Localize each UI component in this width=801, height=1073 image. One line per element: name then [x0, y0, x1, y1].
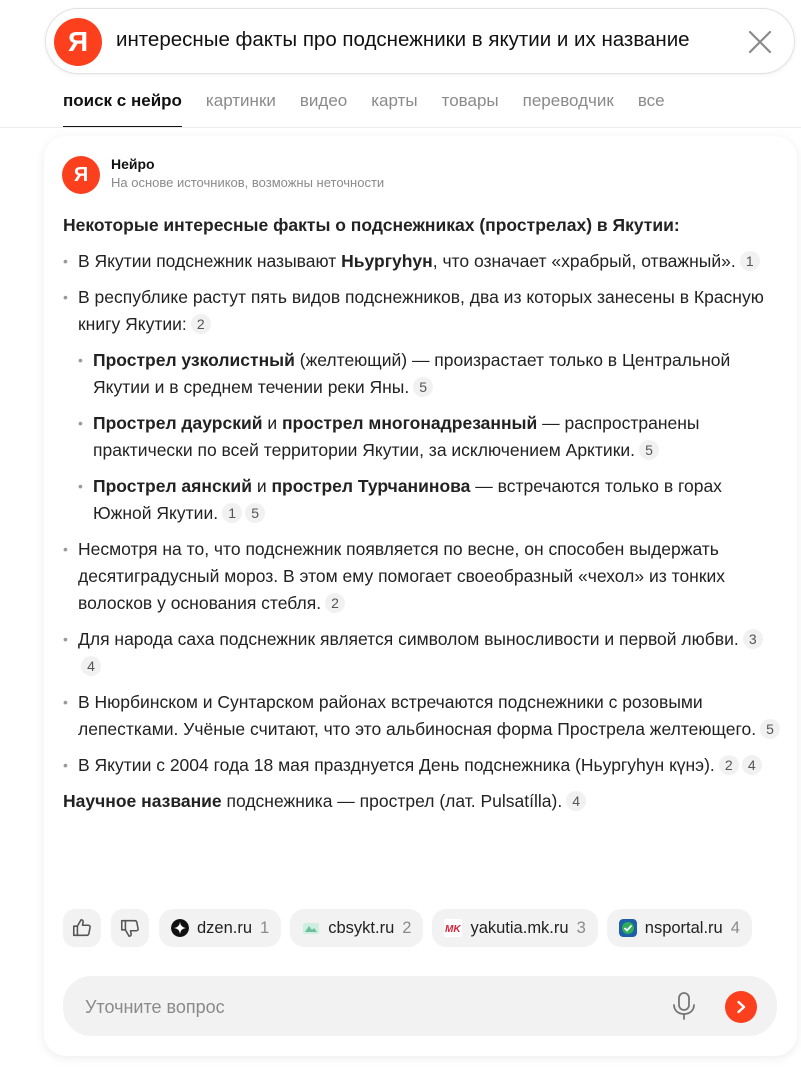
- tab-maps[interactable]: карты: [371, 91, 418, 110]
- yandex-logo[interactable]: Я: [54, 18, 102, 66]
- neuro-answer-card: [44, 136, 797, 1056]
- mk-icon: [444, 919, 462, 937]
- scientific-name: Научное название подснежника — прострел (лат. Pulsatílla). 4: [63, 788, 785, 815]
- neuro-disclaimer: На основе источников, возможны неточности: [111, 175, 385, 190]
- tab-all[interactable]: все: [637, 91, 665, 110]
- tab-video[interactable]: видео: [299, 91, 348, 110]
- answer-heading: Некоторые интересные факты о подснежниках (прострелах) в Якутии:: [63, 215, 680, 235]
- followup-box: [63, 976, 777, 1036]
- search-query[interactable]: интересные факты про подснежники в якутии и их название: [116, 28, 690, 51]
- tab-images[interactable]: картинки: [205, 91, 276, 110]
- neuro-title: Нейро: [111, 156, 155, 172]
- source-chip-cbsykt[interactable]: cbsykt.ru 2: [290, 909, 423, 947]
- citation-ref[interactable]: 5: [639, 440, 659, 460]
- like-button[interactable]: [63, 909, 101, 947]
- followup-input[interactable]: [83, 976, 647, 1038]
- source-chip-mk[interactable]: MK yakutia.mk.ru 3: [432, 909, 597, 947]
- citation-ref[interactable]: 1: [222, 503, 242, 523]
- citation-ref[interactable]: 4: [566, 791, 586, 811]
- list-item: • Для народа саха подснежник является символом выносливости и первой любви. 34: [63, 626, 785, 680]
- dislike-button[interactable]: [111, 909, 149, 947]
- citation-ref[interactable]: 2: [191, 314, 211, 334]
- tab-neuro[interactable]: поиск с нейро: [63, 90, 182, 128]
- source-chip-dzen[interactable]: dzen.ru 1: [159, 909, 281, 947]
- thumbs-down-icon: [119, 917, 141, 939]
- list-item: • Прострел узколистный (желтеющий) — произрастает только в Центральной Якутии и в среднем течении реки Яны. 5: [78, 347, 785, 401]
- search-tabs: [63, 90, 689, 128]
- citation-ref[interactable]: 1: [740, 251, 760, 271]
- list-item: • В Якутии подснежник называют Ньургуһун, что означает «храбрый, отважный». 1: [63, 248, 785, 275]
- feedback-sources-row: [63, 909, 752, 947]
- tab-products[interactable]: товары: [441, 91, 499, 110]
- citation-ref[interactable]: 4: [742, 755, 762, 775]
- list-item: • Прострел аянский и прострел Турчанинова — встречаются только в горах Южной Якутии. 1 5: [78, 473, 785, 527]
- cbsykt-icon: [302, 919, 320, 937]
- thumbs-up-icon: [71, 917, 93, 939]
- facts-list: [63, 248, 785, 779]
- tab-translator[interactable]: переводчик: [522, 91, 614, 110]
- citation-ref[interactable]: 2: [719, 755, 739, 775]
- dzen-icon: [171, 919, 189, 937]
- neuro-logo: Я: [62, 156, 100, 194]
- species-sublist: [78, 347, 785, 527]
- list-item: • В Якутии с 2004 года 18 мая празднуется День подснежника (Ньургуһун күнэ). 2 4: [63, 752, 785, 779]
- list-item: • В республике растут пять видов подснежников, два из которых занесены в Красную книгу Якутии: 2 • Прострел узколистный (желтеющий) — произрастает только в Центральной Якутии и в среднем течении реки Яны. 5 • Прострел даурский и прострел многонадрезанный — распространены практически по всей территории Якутии, за исключением Арктики. 5 • Прострел аянский и прострел Турчанинова — встречаются только в горах Южной Якутии. 1 5: [63, 284, 785, 527]
- list-item: • Несмотря на то, что подснежник появляется по весне, он способен выдержать десятиградусный мороз. В этом ему помогает своеобразный «чехол» из тонких волосков у основания стебля. 2: [63, 536, 785, 617]
- search-bar[interactable]: [45, 8, 795, 74]
- svg-text:MK: MK: [445, 924, 462, 935]
- citation-ref[interactable]: 5: [413, 377, 433, 397]
- citation-ref[interactable]: 5: [760, 719, 780, 739]
- source-chip-nsportal[interactable]: nsportal.ru 4: [607, 909, 752, 947]
- send-button[interactable]: [725, 991, 757, 1023]
- citation-ref[interactable]: 2: [325, 593, 345, 613]
- microphone-icon[interactable]: [670, 991, 698, 1021]
- answer-body: [63, 212, 785, 815]
- tabs-divider: [0, 127, 801, 128]
- citation-ref[interactable]: 5: [245, 503, 265, 523]
- list-item: • Прострел даурский и прострел многонадрезанный — распространены практически по всей территории Якутии, за исключением Арктики. 5: [78, 410, 785, 464]
- chevron-right-icon: [734, 1000, 748, 1014]
- close-icon[interactable]: [746, 28, 774, 56]
- nsportal-icon: [619, 919, 637, 937]
- citation-ref[interactable]: 4: [81, 656, 101, 676]
- citation-ref[interactable]: 3: [743, 629, 763, 649]
- list-item: • В Нюрбинском и Сунтарском районах встречаются подснежники с розовыми лепестками. Учёные считают, что это альбиносная форма Прострела желтеющего. 5: [63, 689, 785, 743]
